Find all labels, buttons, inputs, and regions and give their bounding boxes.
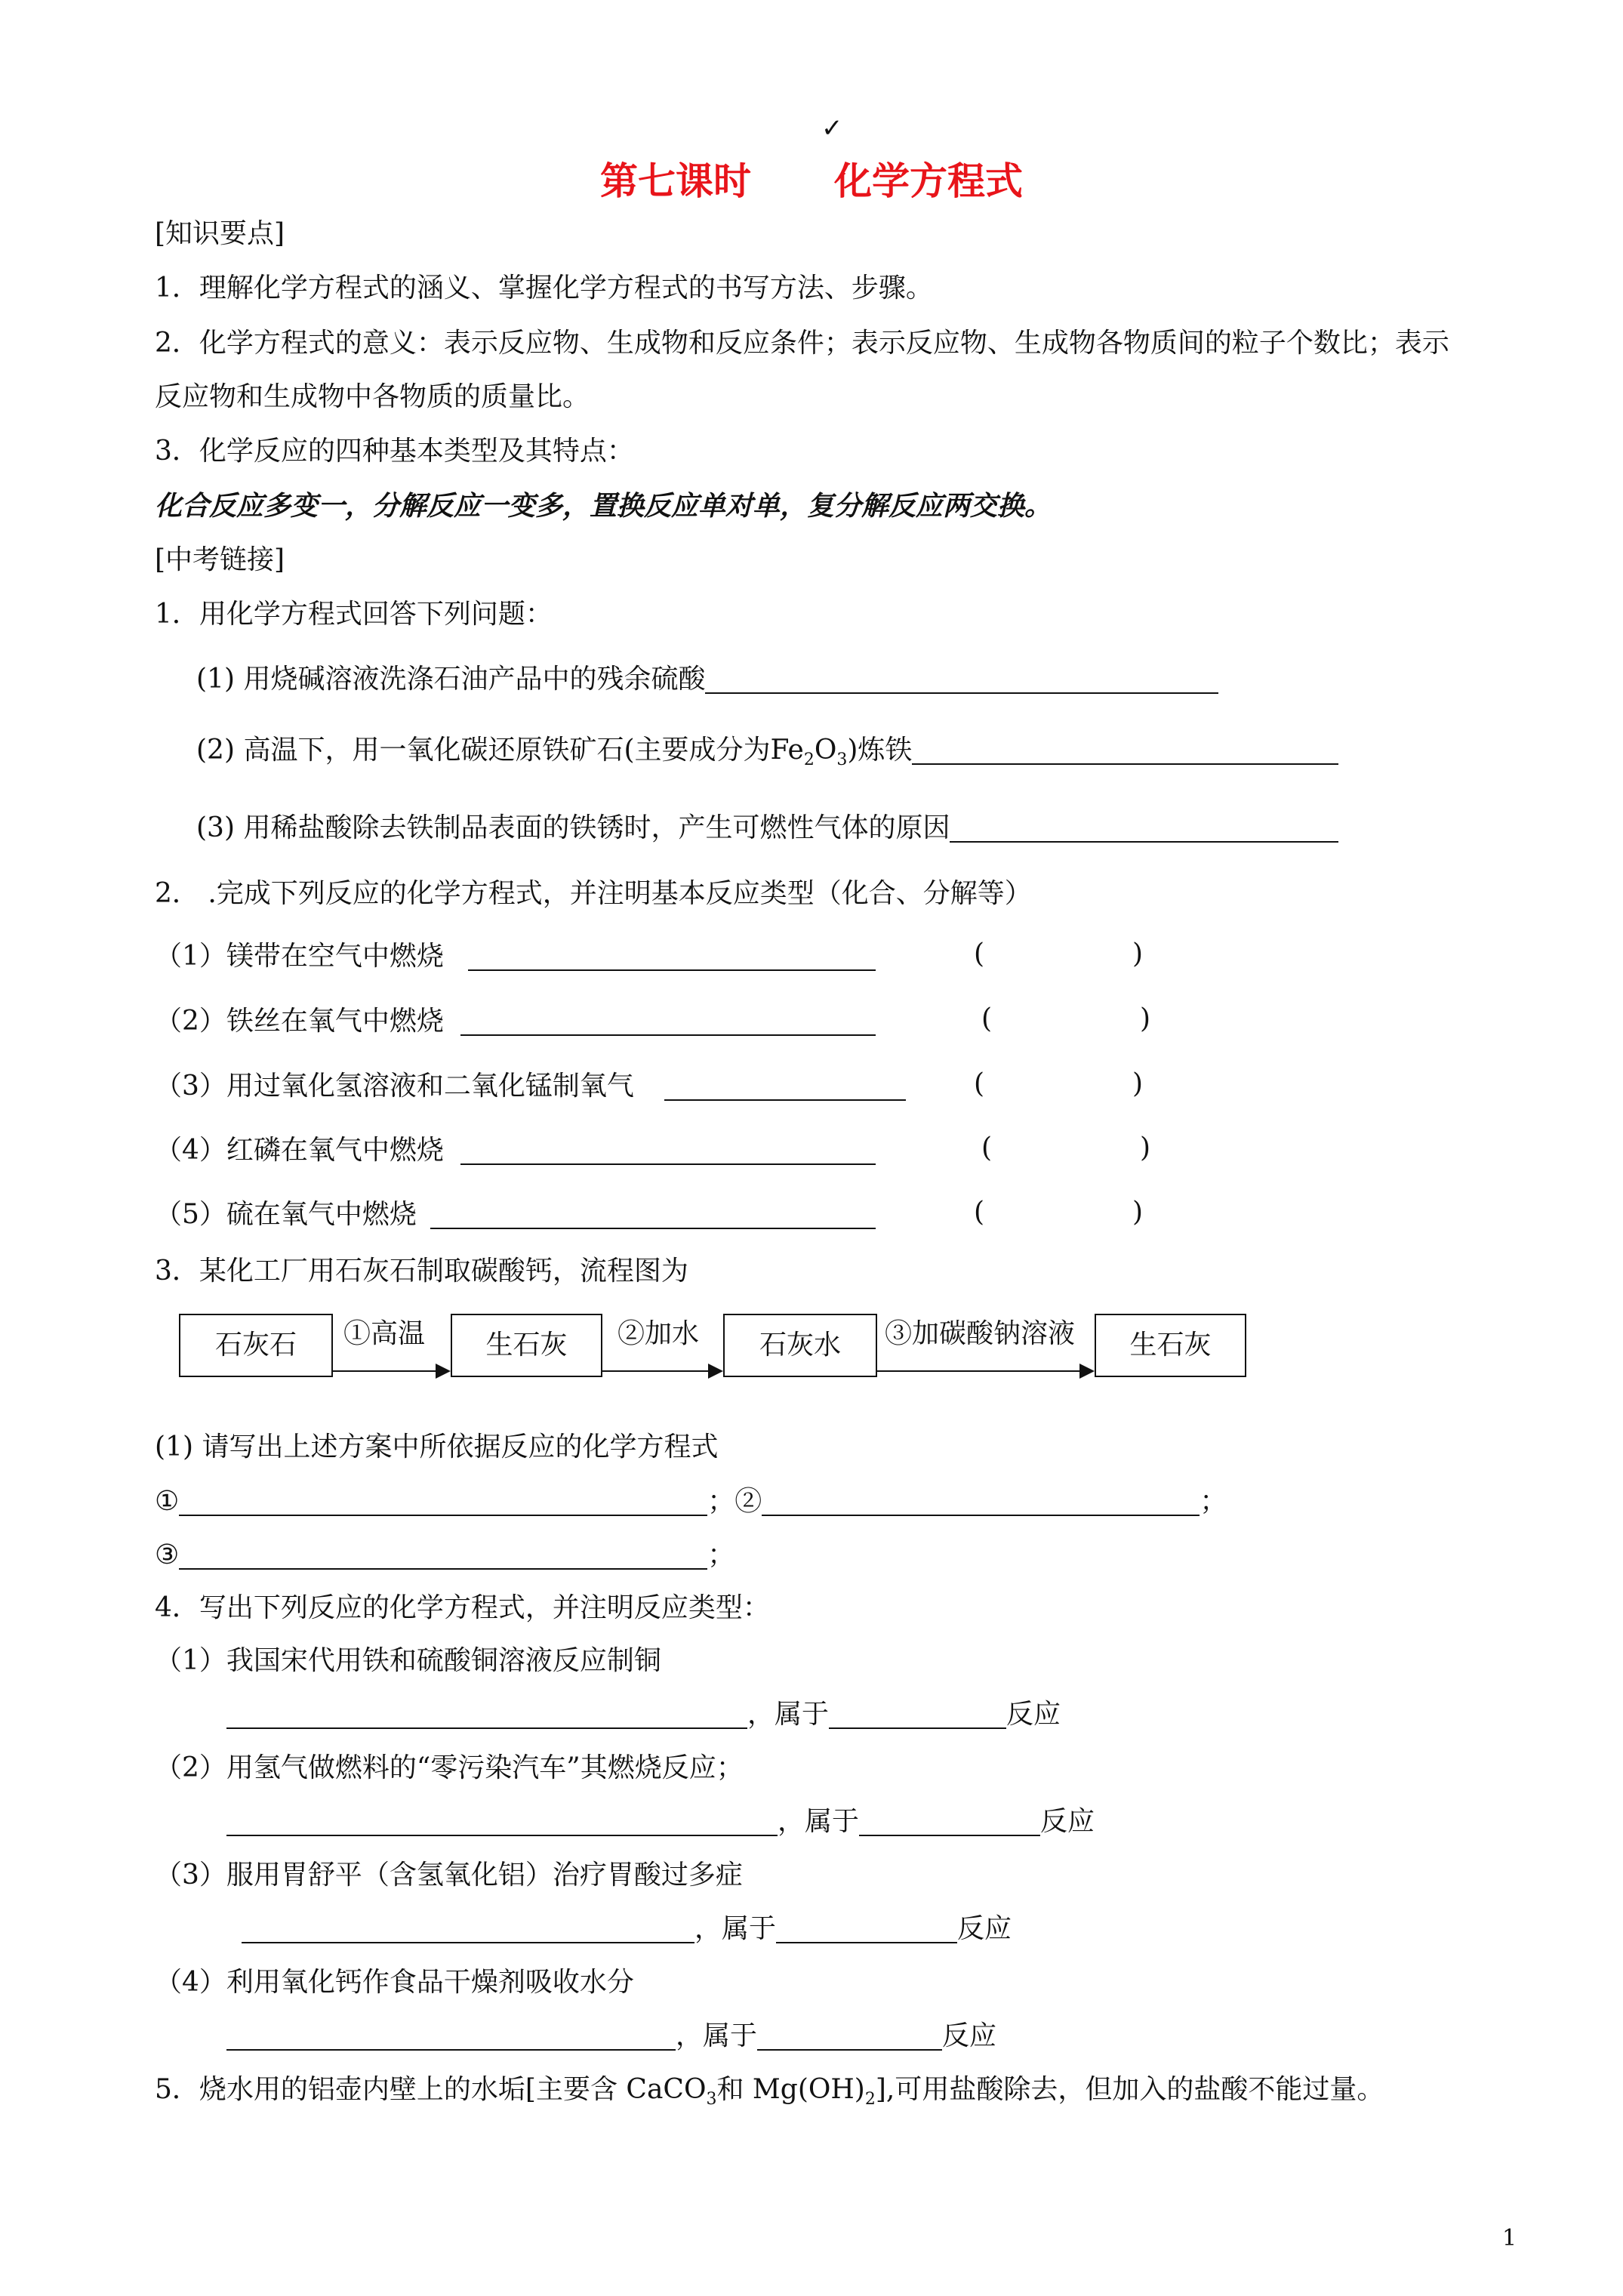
answer-blank[interactable]	[179, 1487, 707, 1516]
answer-blank[interactable]	[950, 814, 1338, 843]
flow-box-product: 生石灰	[1095, 1314, 1246, 1377]
question-4-3: （3）服用胃舒平（含氢氧化铝）治疗胃酸过多症	[155, 1860, 743, 1891]
title-topic: 化学方程式	[834, 159, 1023, 203]
question-2-4: （4）红磷在氧气中燃烧	[155, 1135, 444, 1166]
answer-blank[interactable]	[226, 2022, 676, 2051]
equation-line-1: ① ；② ；	[155, 1486, 1227, 1517]
flow-step-2: ②加水	[617, 1318, 700, 1349]
reaction-types-rhyme: 化合反应多变一，分解反应一变多，置换反应单对单，复分解反应两交换。	[155, 490, 1052, 522]
knowledge-point-2: 2．化学方程式的意义：表示反应物、生成物和反应条件；表示反应物、生成物各物质间的粒子个数比；表示	[155, 328, 1449, 359]
title-lesson: 第七课时	[600, 159, 751, 203]
flow-arrow-2	[601, 1370, 722, 1372]
page-title	[0, 151, 1623, 205]
type-paren-close: )	[1132, 938, 1144, 969]
answer-blank[interactable]	[912, 736, 1338, 765]
answer-blank[interactable]	[430, 1197, 876, 1233]
type-paren-open: (	[981, 1133, 993, 1163]
answer-blank[interactable]	[460, 1003, 876, 1040]
question-4-3-answer: ，属于 反应	[242, 1911, 1012, 1947]
question-1: 1．用化学方程式回答下列问题：	[155, 599, 553, 630]
question-4: 4．写出下列反应的化学方程式，并注明反应类型：	[155, 1592, 770, 1623]
question-2-5: （5）硫在氧气中燃烧	[155, 1199, 417, 1230]
flow-box-limewater: 石灰水	[723, 1314, 877, 1377]
flow-step-1: ①高温	[343, 1318, 426, 1349]
answer-blank[interactable]	[226, 1808, 778, 1836]
question-2-2: （2）铁丝在氧气中燃烧	[155, 1006, 444, 1037]
answer-blank[interactable]	[762, 1487, 1200, 1516]
question-3-1: (1) 请写出上述方案中所依据反应的化学方程式	[155, 1432, 719, 1462]
answer-blank[interactable]	[226, 1700, 747, 1729]
type-paren-open: (	[981, 1003, 993, 1034]
question-4-2-answer: ，属于 反应	[226, 1804, 1095, 1840]
type-paren-close: )	[1132, 1197, 1144, 1228]
knowledge-point-1: 1．理解化学方程式的涵义、掌握化学方程式的书写方法、步骤。	[155, 273, 933, 304]
question-4-1-answer: ，属于 反应	[226, 1697, 1061, 1733]
type-blank[interactable]	[829, 1700, 1006, 1729]
checkmark: ✓	[821, 113, 843, 143]
type-paren-open: (	[974, 938, 985, 969]
type-blank[interactable]	[859, 1808, 1040, 1836]
exam-heading: [中考链接]	[155, 544, 285, 575]
knowledge-point-2-cont: 反应物和生成物中各物质的质量比。	[155, 381, 590, 412]
answer-blank[interactable]	[664, 1068, 906, 1105]
answer-blank[interactable]	[242, 1915, 694, 1943]
question-4-4-answer: ，属于 反应	[226, 2018, 996, 2054]
question-3: 3．某化工厂用石灰石制取碳酸钙，流程图为	[155, 1256, 688, 1287]
type-paren-open: (	[974, 1068, 985, 1099]
question-4-2: （2）用氢气做燃料的“零污染汽车”其燃烧反应；	[155, 1752, 744, 1783]
flow-box-quicklime: 生石灰	[451, 1314, 602, 1377]
knowledge-point-3: 3．化学反应的四种基本类型及其特点：	[155, 436, 634, 467]
type-paren-close: )	[1132, 1068, 1144, 1099]
answer-blank[interactable]	[468, 938, 876, 975]
question-2: 2． .完成下列反应的化学方程式，并注明基本反应类型（化合、分解等）	[155, 878, 1032, 909]
question-2-3: （3）用过氧化氢溶液和二氧化锰制氧气	[155, 1071, 634, 1102]
flow-arrow-1	[331, 1370, 449, 1372]
type-blank[interactable]	[757, 2022, 942, 2051]
type-paren-open: (	[974, 1197, 985, 1228]
answer-blank[interactable]	[179, 1541, 707, 1570]
question-1-3: (3) 用稀盐酸除去铁制品表面的铁锈时，产生可燃性气体的原因	[196, 810, 1338, 846]
question-2-1: （1）镁带在空气中燃烧	[155, 941, 444, 972]
flow-step-3: ③加碳酸钠溶液	[885, 1318, 1076, 1349]
equation-line-2: ③ ；	[155, 1539, 735, 1570]
knowledge-heading: [知识要点]	[155, 218, 285, 249]
type-paren-close: )	[1140, 1133, 1151, 1163]
question-4-1: （1）我国宋代用铁和硫酸铜溶液反应制铜	[155, 1645, 661, 1676]
type-paren-close: )	[1140, 1003, 1151, 1034]
question-1-2: (2) 高温下，用一氧化碳还原铁矿石(主要成分为$Fe_2O_3$)炼铁	[196, 732, 1338, 778]
page-number: 1	[1502, 2225, 1517, 2251]
question-4-4: （4）利用氧化钙作食品干燥剂吸收水分	[155, 1967, 634, 1998]
question-5: 5．烧水用的铝壶内壁上的水垢[主要含 CaCO$_3$和 $Mg(OH)_2$],可用盐酸除去，但加入的盐酸不能过量。	[155, 2074, 1384, 2110]
flow-arrow-3	[876, 1370, 1093, 1372]
answer-blank[interactable]	[460, 1133, 876, 1169]
question-1-1: (1) 用烧碱溶液洗涤石油产品中的残余硫酸	[196, 661, 1218, 698]
type-blank[interactable]	[776, 1915, 957, 1943]
answer-blank[interactable]	[705, 665, 1218, 694]
flow-box-limestone: 石灰石	[179, 1314, 333, 1377]
